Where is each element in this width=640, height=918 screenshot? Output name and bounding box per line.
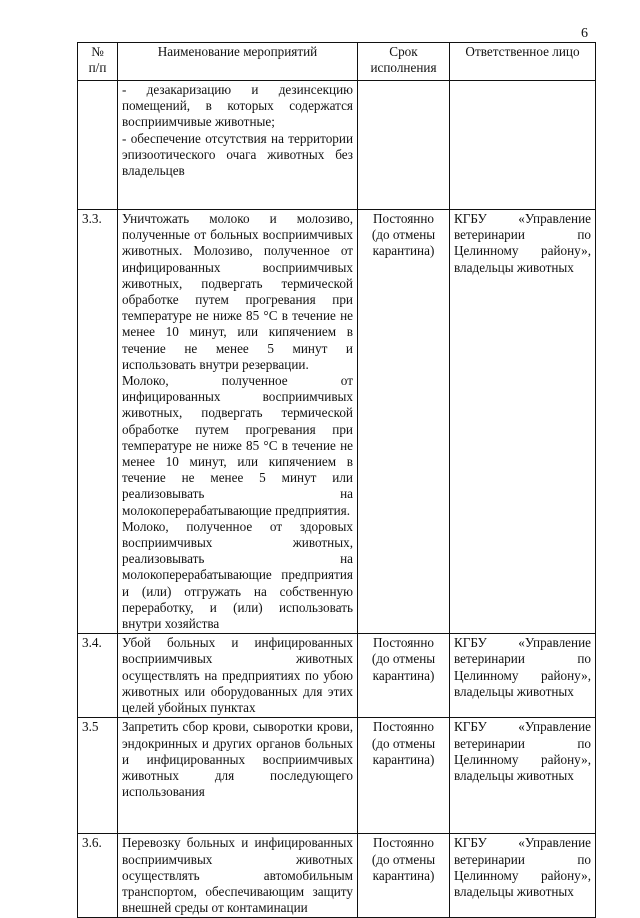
row-number [78,81,118,210]
term-line: Постоянно [372,835,434,851]
header-term-line1: Срок [389,44,418,59]
table-header-row [78,43,596,81]
execution-term [358,718,450,834]
header-name: Наименование мероприятий [118,43,358,81]
table-body [78,81,596,918]
term-line: карантина) [372,667,435,683]
header-num-line2: п/п [88,60,107,76]
measure-paragraph: Молоко, полученное от здоровых восприимчивых животных, реализовывать на молокоперерабатывающие предприятия и (или) отгружать на собственную переработку, и (или) использовать внутри хозяйства [122,518,353,632]
row-number: 3.3. [78,210,118,634]
header-num [78,43,118,81]
execution-term [358,834,450,918]
responsible-person [450,210,596,634]
measure-paragraph: - дезакаризацию и дезинсекцию помещений, в которых содержатся восприимчивые животные; [122,82,353,130]
responsible-person [450,834,596,918]
responsible-person [450,81,596,210]
table-row [78,634,596,718]
measure-paragraph: Перевозку больных и инфицированных восприимчивых животных осуществлять автомобильным транспортом, обеспечивающим защиту внешней среды от контаминации [122,835,353,916]
header-term-line2: исполнения [370,60,437,76]
responsible-text: КГБУ «Управление ветеринарии по Целинному району», владельцы животных [454,211,591,275]
measure-description [118,210,358,634]
measure-paragraph: Молоко, полученное от инфицированных восприимчивых животных, подвергать термической обработке путем прогревания при температуре не ниже 85 °С в течение не менее 10 минут, или кипячением в течение не менее 5 минут или реализовывать на молокоперерабатывающие предприятия. [122,373,353,518]
term-line: карантина) [372,243,435,259]
header-num-line1: № [91,44,104,59]
responsible-text: КГБУ «Управление ветеринарии по Целинному району», владельцы животных [454,635,591,699]
responsible-text: КГБУ «Управление ветеринарии по Целинному району», владельцы животных [454,719,591,783]
responsible-person [450,634,596,718]
execution-term [358,634,450,718]
term-line: (до отмены [371,851,436,867]
execution-term [358,210,450,634]
term-line: Постоянно [372,211,434,226]
responsible-person [450,718,596,834]
row-number: 3.6. [78,834,118,918]
execution-term [358,81,450,210]
table-row [78,210,596,634]
term-line: карантина) [372,751,435,767]
term-line: Постоянно [372,635,434,651]
measures-table [77,42,596,918]
table-row [78,81,596,210]
measure-paragraph: Запретить сбор крови, сыворотки крови, эндокринных и других органов больных и инфицированных восприимчивых животных для последующего использования [122,719,353,800]
term-line: (до отмены [371,227,436,243]
term-line: (до отмены [371,735,436,751]
term-line: Постоянно [372,719,434,735]
responsible-text: КГБУ «Управление ветеринарии по Целинному району», владельцы животных [454,835,591,899]
table-row [78,718,596,834]
term-line: (до отмены [371,651,436,667]
measure-paragraph: Убой больных и инфицированных восприимчивых животных осуществлять на предприятиях по убою животных или оборудованных для этих целей убойных пунктах [122,635,353,716]
term-line: карантина) [372,867,435,883]
row-number: 3.4. [78,634,118,718]
measure-description [118,718,358,834]
measure-paragraph: - обеспечение отсутствия на территории эпизоотического очага животных без владельцев [122,130,353,179]
header-term [358,43,450,81]
header-responsible: Ответственное лицо [450,43,596,81]
measure-paragraph: Уничтожать молоко и молозиво, полученные от больных восприимчивых животных. Молозиво, полученное от инфицированных восприимчивых животных, подвергать термической обработке путем прогревания при температуре не ниже 85 °С в течение не менее 10 минут, или кипячением в течение не менее 5 минут и использовать внутри резервации. [122,211,353,372]
measure-description [118,81,358,210]
measure-description [118,634,358,718]
page-number: 6 [581,26,588,41]
row-number: 3.5 [78,718,118,834]
measure-description [118,834,358,918]
table-row [78,834,596,918]
